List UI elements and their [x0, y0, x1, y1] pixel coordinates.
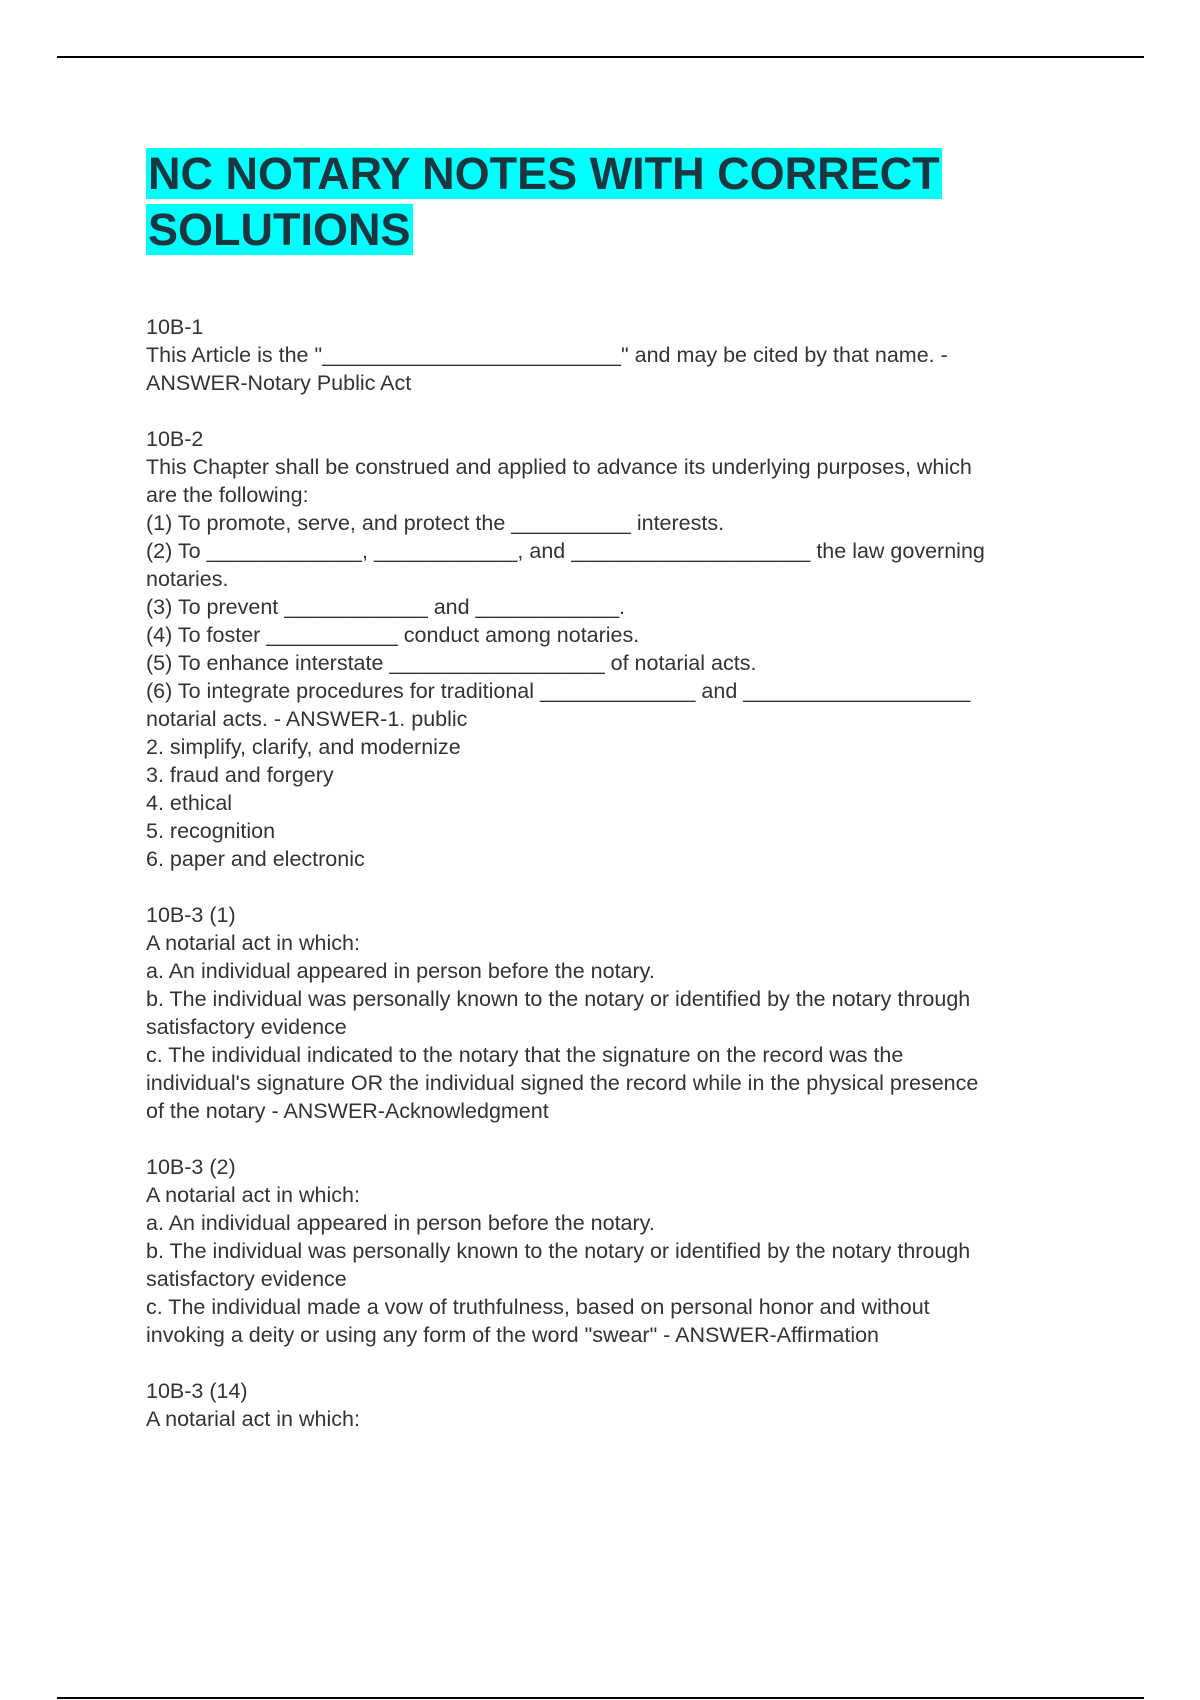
text-line: 5. recognition: [146, 819, 276, 843]
text-line: (4) To foster ___________ conduct among notaries.: [146, 623, 640, 647]
section-number: 10B-1: [146, 315, 204, 339]
text-line: of the notary - ANSWER-Acknowledgment: [146, 1099, 549, 1123]
text-line: satisfactory evidence: [146, 1267, 347, 1291]
text-line: notarial acts. - ANSWER-1. public: [146, 707, 468, 731]
text-line: (2) To _____________, ____________, and ____________________ the law governing: [146, 539, 985, 563]
text-line: c. The individual indicated to the notary that the signature on the record was the: [146, 1043, 904, 1067]
text-line: c. The individual made a vow of truthfulness, based on personal honor and without: [146, 1295, 930, 1319]
section-number: 10B-3 (2): [146, 1155, 236, 1179]
text-line: (5) To enhance interstate __________________ of notarial acts.: [146, 651, 757, 675]
document-body: [146, 146, 1096, 1433]
header-rule: [57, 56, 1144, 58]
text-line: are the following:: [146, 483, 309, 507]
qa-item: [146, 901, 1096, 1125]
qa-item: [146, 1377, 1096, 1433]
text-line: This Article is the "_________________________" and may be cited by that name. -: [146, 343, 948, 367]
qa-item: [146, 425, 1096, 873]
section-number: 10B-2: [146, 427, 204, 451]
text-line: satisfactory evidence: [146, 1015, 347, 1039]
text-line: 2. simplify, clarify, and modernize: [146, 735, 461, 759]
text-line: A notarial act in which:: [146, 1183, 360, 1207]
text-line: A notarial act in which:: [146, 1407, 360, 1431]
text-line: 4. ethical: [146, 791, 233, 815]
text-line: a. An individual appeared in person before the notary.: [146, 959, 655, 983]
text-line: ANSWER-Notary Public Act: [146, 371, 412, 395]
text-line: A notarial act in which:: [146, 931, 360, 955]
text-line: (3) To prevent ____________ and ____________.: [146, 595, 625, 619]
text-line: b. The individual was personally known to the notary or identified by the notary through: [146, 1239, 971, 1263]
text-line: This Chapter shall be construed and applied to advance its underlying purposes, which: [146, 455, 972, 479]
footer-rule: [57, 1697, 1144, 1699]
qa-item: [146, 313, 1096, 397]
text-line: 3. fraud and forgery: [146, 763, 334, 787]
document-title: [146, 146, 1096, 258]
text-line: invoking a deity or using any form of the word "swear" - ANSWER-Affirmation: [146, 1323, 880, 1347]
qa-item: [146, 1153, 1096, 1349]
text-line: notaries.: [146, 567, 229, 591]
title-line-2: SOLUTIONS: [148, 204, 411, 255]
section-number: 10B-3 (14): [146, 1379, 248, 1403]
text-line: (6) To integrate procedures for traditional _____________ and ___________________: [146, 679, 971, 703]
text-line: individual's signature OR the individual signed the record while in the physical presence: [146, 1071, 979, 1095]
section-number: 10B-3 (1): [146, 903, 236, 927]
text-line: a. An individual appeared in person before the notary.: [146, 1211, 655, 1235]
title-line-1: NC NOTARY NOTES WITH CORRECT: [148, 148, 940, 199]
text-line: b. The individual was personally known to the notary or identified by the notary through: [146, 987, 971, 1011]
text-line: 6. paper and electronic: [146, 847, 365, 871]
text-line: (1) To promote, serve, and protect the __________ interests.: [146, 511, 725, 535]
